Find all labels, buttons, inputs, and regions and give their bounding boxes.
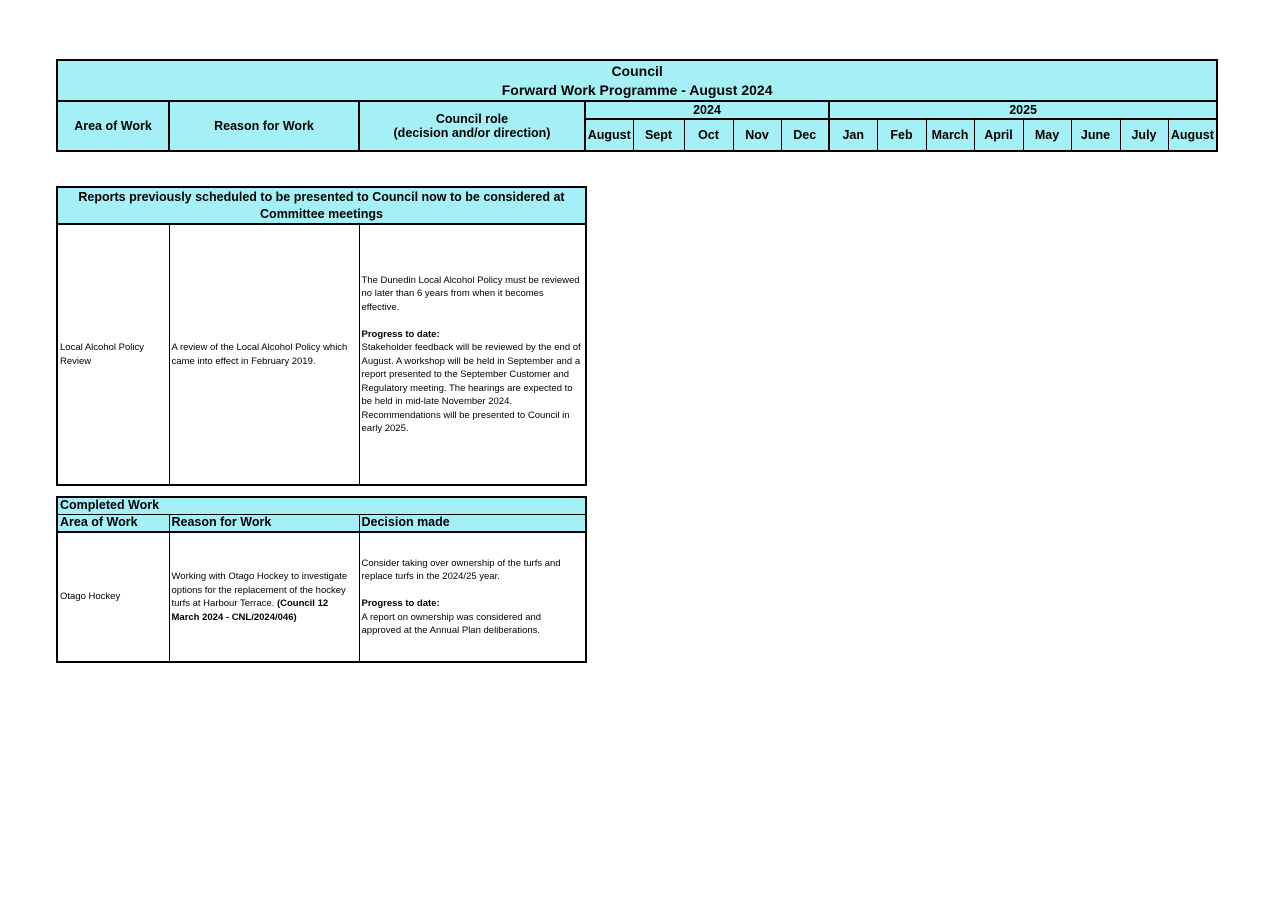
column-header-area: Area of Work: [57, 515, 169, 533]
year-2025-header: 2025: [829, 101, 1217, 119]
area-of-work-cell: Otago Hockey: [57, 532, 169, 662]
month-header: April: [974, 119, 1023, 151]
month-header: August: [585, 119, 633, 151]
month-header: July: [1120, 119, 1168, 151]
month-header: Sept: [633, 119, 684, 151]
decision-description: Consider taking over ownership of the turfs and replace turfs in the 2024/25 year.: [361, 557, 561, 582]
column-header-decision: Decision made: [359, 515, 586, 533]
section-title: Completed Work: [57, 497, 586, 515]
council-role-line-1: Council role: [435, 112, 509, 126]
month-header: Nov: [733, 119, 781, 151]
area-of-work-cell: Local Alcohol Policy Review: [57, 224, 169, 485]
table-row: [57, 224, 586, 485]
reason-for-work-cell: [169, 532, 359, 662]
reports-to-committee-table: [56, 186, 587, 486]
reason-text: Working with Otago Hockey to investigate options for the replacement of the hockey turfs at Harbour Terrace.: [171, 571, 348, 609]
council-role-cell: [359, 224, 586, 485]
month-header: August: [1168, 119, 1217, 151]
section-title: Reports previously scheduled to be presented to Council now to be considered at Committee meetings: [57, 187, 586, 224]
council-role-line-2: (decision and/or direction): [393, 126, 551, 140]
forward-work-programme-header: [56, 59, 1218, 152]
progress-label: Progress to date:: [361, 328, 440, 340]
title-line-1: Council: [611, 62, 663, 79]
role-description: The Dunedin Local Alcohol Policy must be reviewed no later than 6 years from when it becomes effective.: [361, 274, 580, 313]
decision-made-cell: [359, 532, 586, 662]
month-header: March: [926, 119, 974, 151]
title-line-2: Forward Work Programme - August 2024: [501, 81, 773, 98]
progress-text: Stakeholder feedback will be reviewed by the end of August. A workshop will be held in September and a report presented to the September Customer and Regulatory meeting. The hearings are expected to be held in mid-late November 2024. Recommendations will be presented to Council in early 2025.: [361, 342, 581, 434]
column-header-area: Area of Work: [57, 101, 169, 151]
month-header: Feb: [877, 119, 926, 151]
completed-work-table: [56, 496, 587, 663]
month-header: June: [1071, 119, 1120, 151]
year-2024-header: 2024: [585, 101, 829, 119]
progress-label: Progress to date:: [361, 598, 440, 609]
page-title: [57, 60, 1217, 101]
table-row: [57, 532, 586, 662]
column-header-reason: Reason for Work: [169, 515, 359, 533]
column-header-reason: Reason for Work: [169, 101, 359, 151]
month-header: Jan: [829, 119, 877, 151]
month-header: Oct: [684, 119, 733, 151]
progress-text: A report on ownership was considered and approved at the Annual Plan deliberations.: [361, 611, 542, 636]
reason-for-work-cell: A review of the Local Alcohol Policy which came into effect in February 2019.: [169, 224, 359, 485]
month-header: May: [1023, 119, 1071, 151]
month-header: Dec: [781, 119, 829, 151]
column-header-council-role: [359, 101, 585, 151]
council-reference: (Council 12 March 2024 - CNL/2024/046): [171, 598, 329, 623]
